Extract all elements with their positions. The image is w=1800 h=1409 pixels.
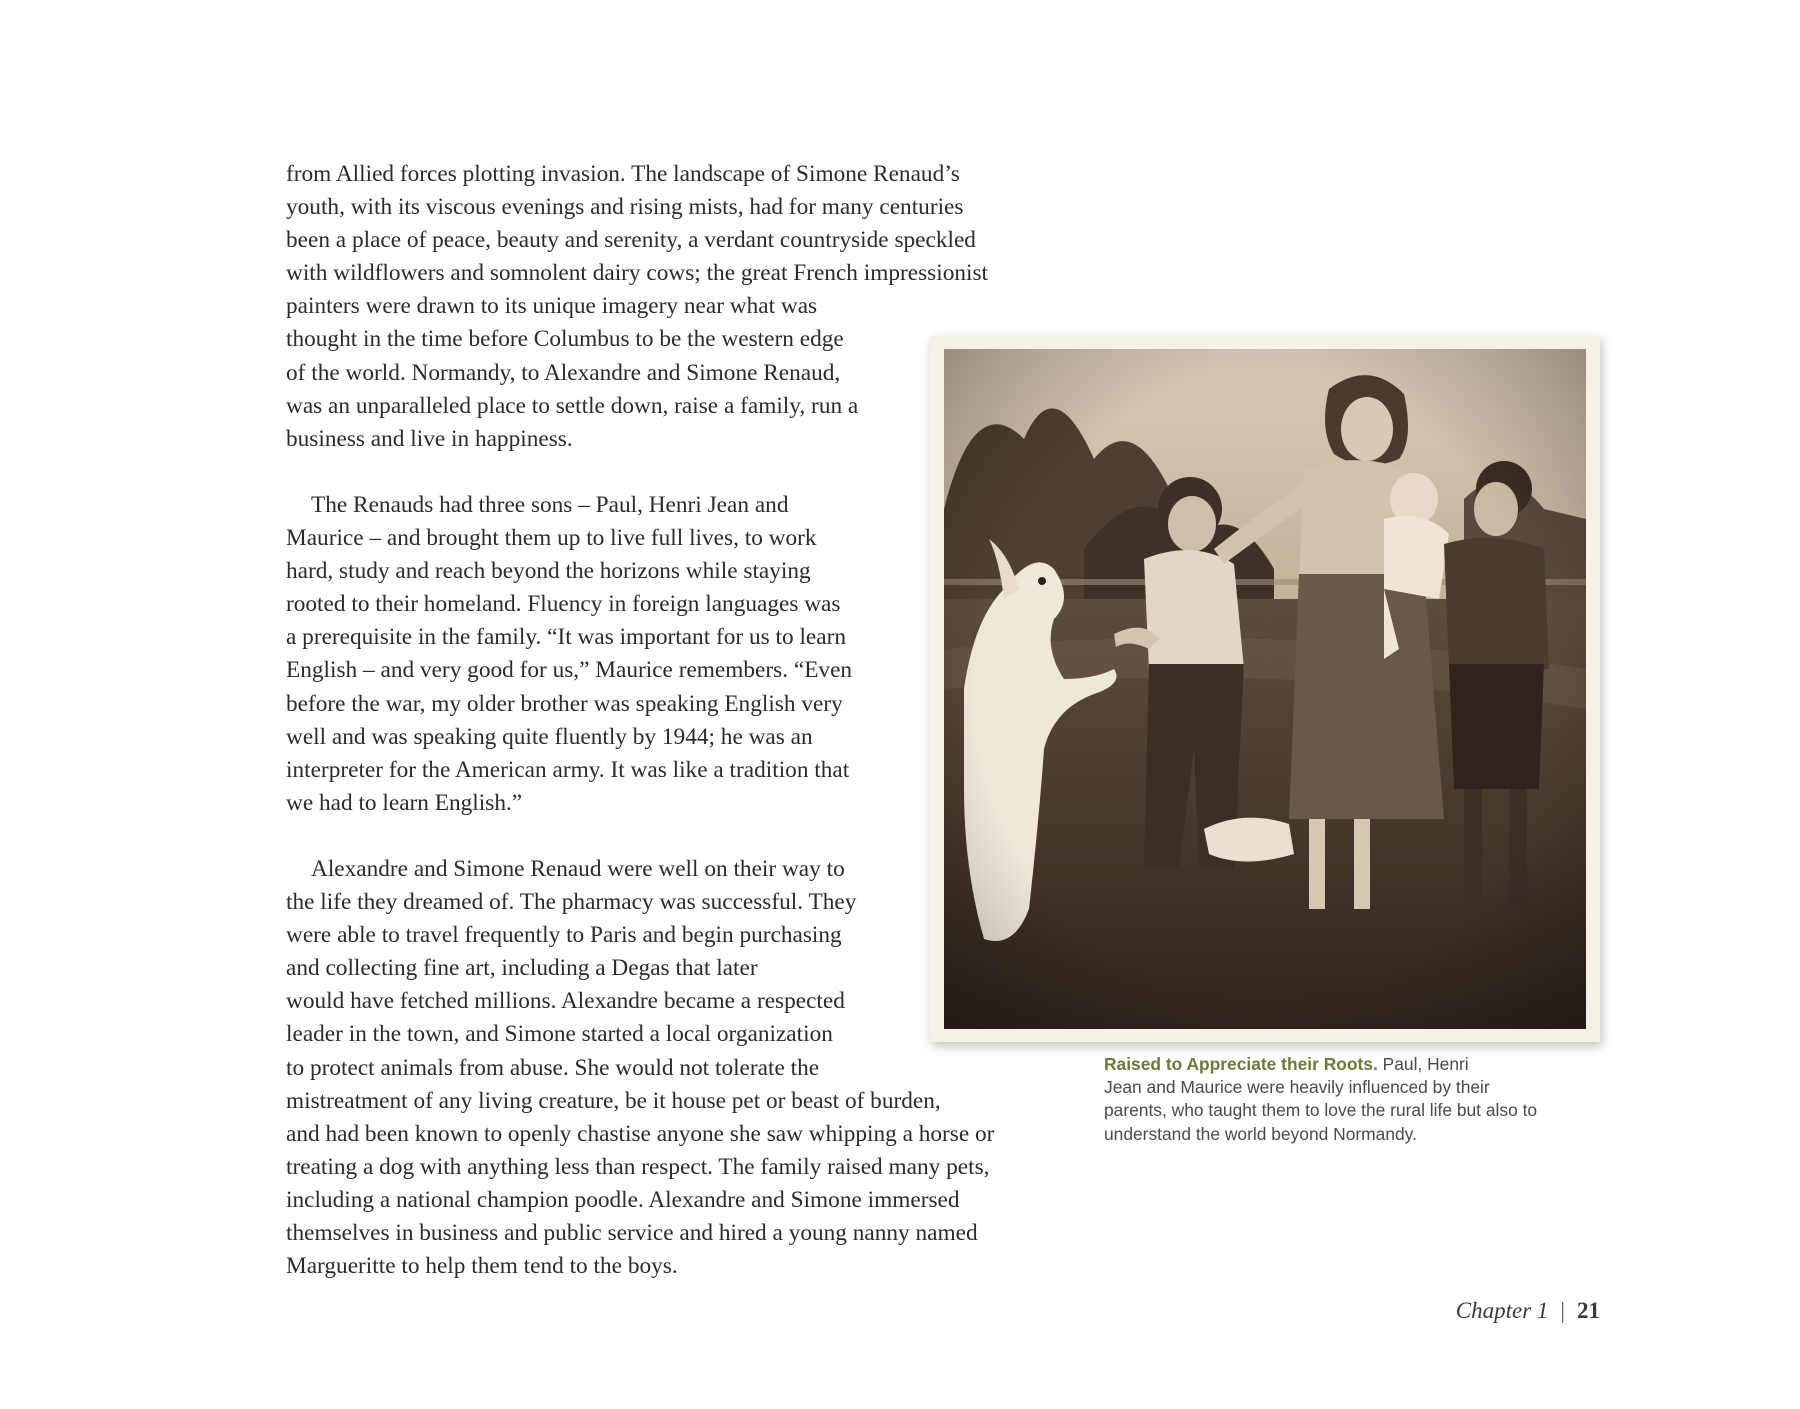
text-line: hard, study and reach beyond the horizons while staying xyxy=(286,558,811,585)
text-line: of the world. Normandy, to Alexandre and Simone Renaud, xyxy=(286,359,841,386)
text-line: Alexandre and Simone Renaud were well on their way to xyxy=(311,855,845,882)
text-line: and collecting fine art, including a Degas that later xyxy=(286,955,758,982)
text-line: well and was speaking quite fluently by 1944; he was an xyxy=(286,723,813,750)
text-line: and had been known to openly chastise anyone she saw whipping a horse or xyxy=(286,1120,995,1147)
text-line: we had to learn English.” xyxy=(286,789,523,816)
photo-caption xyxy=(1104,1053,1604,1146)
text-line: leader in the town, and Simone started a local organization xyxy=(286,1021,833,1048)
text-line: been a place of peace, beauty and serenity, a verdant countryside speckled xyxy=(286,227,976,254)
caption-line: Jean and Maurice were heavily influenced by their xyxy=(1104,1077,1490,1098)
text-line: before the war, my older brother was speaking English very xyxy=(286,690,843,717)
page-footer xyxy=(1456,1298,1600,1324)
text-line: English – and very good for us,” Maurice remembers. “Even xyxy=(286,657,853,684)
caption-lead: Raised to Appreciate their Roots. xyxy=(1104,1054,1378,1074)
text-line: interpreter for the American army. It was like a tradition that xyxy=(286,756,850,783)
text-line: themselves in business and public service and hired a young nanny named xyxy=(286,1220,978,1246)
photo-frame xyxy=(930,336,1600,1042)
text-line: were able to travel frequently to Paris and begin purchasing xyxy=(286,922,842,949)
text-line: would have fetched millions. Alexandre became a respected xyxy=(286,988,845,1015)
text-line: from Allied forces plotting invasion. The landscape of Simone Renaud’s xyxy=(286,161,960,187)
text-line: rooted to their homeland. Fluency in foreign languages was xyxy=(286,591,841,618)
text-line: mistreatment of any living creature, be it house pet or beast of burden, xyxy=(286,1087,941,1114)
family-photo xyxy=(944,349,1586,1029)
text-line: business and live in happiness. xyxy=(286,425,573,452)
text-line: Margueritte to help them tend to the boys. xyxy=(286,1253,678,1280)
text-line: a prerequisite in the family. “It was important for us to learn xyxy=(286,624,847,651)
text-line: thought in the time before Columbus to be the western edge xyxy=(286,326,844,353)
text-line: the life they dreamed of. The pharmacy was successful. They xyxy=(286,889,857,916)
caption-line: Paul, Henri xyxy=(1377,1054,1469,1074)
text-line: to protect animals from abuse. She would not tolerate the xyxy=(286,1054,820,1081)
text-line: treating a dog with anything less than respect. The family raised many pets, xyxy=(286,1153,990,1180)
text-line: youth, with its viscous evenings and rising mists, had for many centuries xyxy=(286,194,964,221)
text-line: including a national champion poodle. Alexandre and Simone immersed xyxy=(286,1186,960,1213)
text-line: painters were drawn to its unique imagery near what was xyxy=(286,293,818,320)
text-line: Maurice – and brought them up to live full lives, to work xyxy=(286,525,817,552)
text-line: The Renauds had three sons – Paul, Henri Jean and xyxy=(311,491,789,518)
page-number: 21 xyxy=(1577,1298,1600,1323)
footer-separator: | xyxy=(1560,1298,1565,1323)
chapter-label: Chapter 1 xyxy=(1455,1298,1549,1323)
text-line: was an unparalleled place to settle down, raise a family, run a xyxy=(286,392,859,419)
caption-line: parents, who taught them to love the rural life but also to xyxy=(1104,1100,1538,1121)
caption-line: understand the world beyond Normandy. xyxy=(1104,1123,1417,1144)
text-line: with wildflowers and somnolent dairy cows; the great French impressionist xyxy=(286,260,989,287)
family-photo-illustration xyxy=(944,349,1586,1029)
